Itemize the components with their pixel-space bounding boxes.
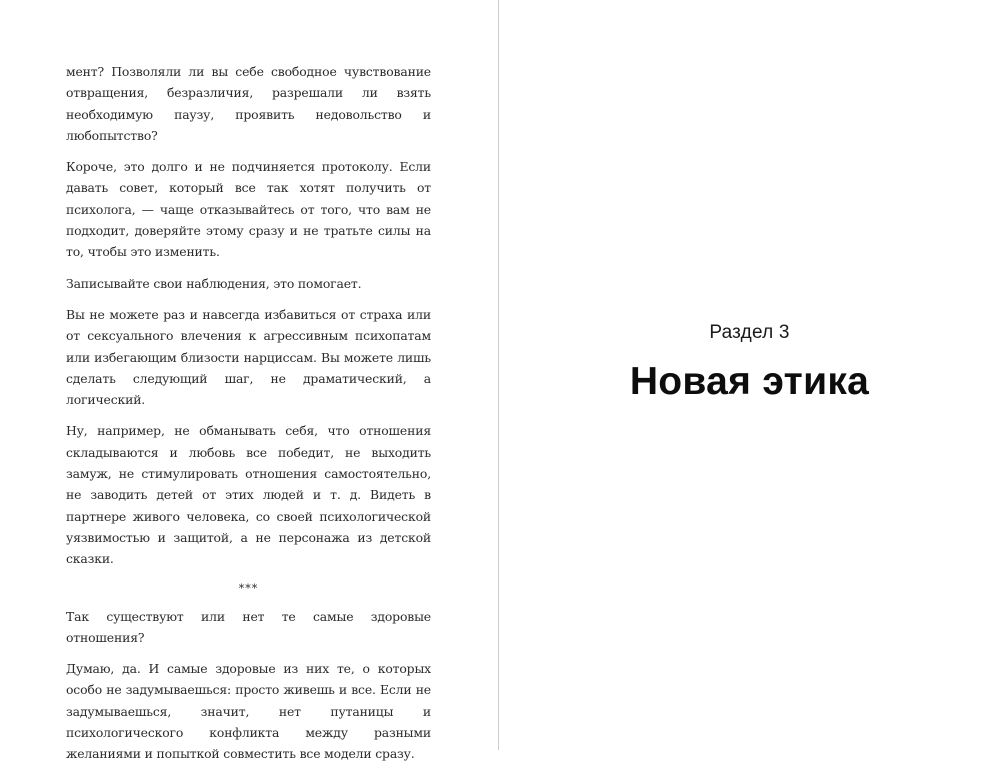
section-label: Раздел 3 [709,322,790,343]
section-title: Новая этика [629,360,870,403]
paragraph: Вы не можете раз и навсегда избавиться от страха или от сексуального влечения к агрессивным психопатам или избегающим близости нарциссам. Вы можете лишь сделать следующий шаг, не драматический, а логический. [66,306,431,408]
paragraph: Так существуют или нет те самые здоровые отношения? [66,608,431,645]
paragraph: мент? Позволяли ли вы себе свободное чувствование отвращения, безразличия, разрешали ли взять необходимую паузу, проявить недовольство и любопытство? [66,64,431,143]
paragraph: Ну, например, не обманывать себя, что отношения складываются и любовь все победит, не выходить замуж, не стимулировать отношения самостоятельно, не заводить детей от этих людей и т. д. Видеть в партнере живого человека, со своей психологической уязвимостью и защитой, а не персонажа из детской сказки. [66,423,431,567]
right-page [499,0,1000,750]
section-separator: *** [238,581,259,595]
body-text [66,61,431,775]
paragraph: Думаю, да. И самые здоровые из них те, о которых особо не задумываешься: просто живешь и все. Если не задумываешься, значит, нет путаницы и психологического конфликта между разными желаниями и попыткой совместить все модели сразу. [66,661,431,762]
left-page [0,0,498,762]
paragraph: Короче, это долго и не подчиняется протоколу. Если давать совет, который все так хотят получить от психолога, — чаще отказывайтесь от того, что вам не подходит, доверяйте этому сразу и не тратьте силы на то, чтобы это изменить. [66,159,431,260]
paragraph: Записывайте свои наблюдения, это помогает. [66,275,362,291]
